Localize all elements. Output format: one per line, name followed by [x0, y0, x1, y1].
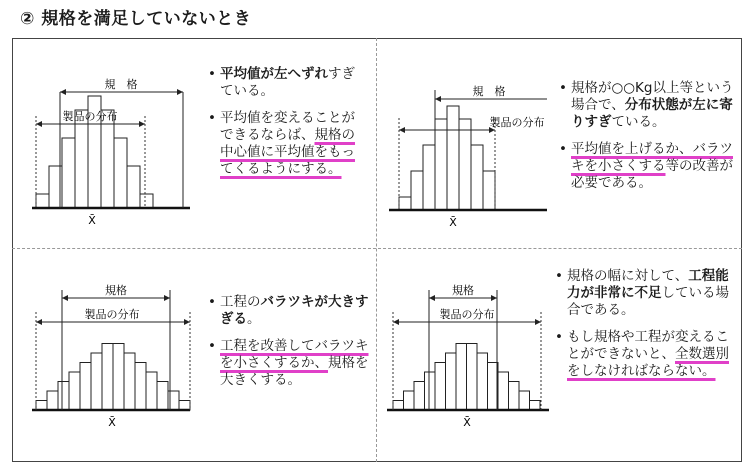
histogram-bar — [404, 391, 415, 410]
bullet-dot: • — [555, 268, 563, 284]
bullet-dot: • — [208, 110, 216, 126]
arrowhead — [36, 319, 42, 325]
histogram-bar — [124, 353, 135, 410]
histogram-bar — [435, 363, 446, 411]
bullet-point — [208, 110, 368, 178]
histogram-bar — [423, 145, 435, 210]
histogram-bar — [411, 171, 423, 210]
histogram-bar — [425, 372, 436, 410]
bullet-text: 規格の幅に対して、 — [567, 268, 689, 284]
histogram-bar — [157, 382, 168, 411]
mean-symbol: X̄ — [108, 416, 116, 429]
bullet-text: 規格を大きくする。 — [220, 355, 369, 388]
histogram-bar — [36, 401, 47, 411]
histogram-bar — [36, 194, 49, 208]
bullet-dot: • — [208, 338, 216, 354]
histogram-bar — [179, 401, 190, 411]
histogram-bar — [102, 344, 113, 411]
highlighted-text: 全数選別をしなければならない。 — [567, 346, 729, 379]
histogram-bar — [456, 344, 467, 411]
bullet-point — [208, 338, 372, 389]
histogram-bar — [414, 382, 425, 411]
bullet-text: すぎている。 — [220, 66, 355, 99]
bullet-text: 規格が○○Kg以上等という場合で、 — [571, 80, 734, 113]
panel-text — [208, 66, 368, 188]
bullet-dot: • — [208, 66, 216, 82]
histogram-chart — [377, 40, 557, 240]
bullet-point — [555, 268, 739, 319]
bold-text: バラツキが大きすぎる — [220, 294, 369, 327]
bullet-text: 。 — [247, 311, 261, 327]
bullet-text: 工程の — [220, 294, 261, 310]
bullet-text: 平均値を変えることができるならば、 — [220, 110, 355, 143]
histogram-bar — [459, 119, 471, 210]
histogram-bar — [80, 363, 91, 411]
histogram-bar — [146, 372, 157, 410]
panel-text — [555, 268, 739, 390]
mean-symbol: X̄ — [449, 216, 457, 229]
histogram-bar — [75, 110, 88, 208]
mean-symbol: X̄ — [463, 416, 471, 429]
bullet-text: している場合である。 — [567, 285, 729, 318]
histogram-bar — [488, 363, 499, 411]
histogram-chart — [20, 250, 200, 450]
bullet-text: ている。 — [611, 114, 666, 130]
panel-text — [559, 80, 737, 202]
mean-symbol: X̄ — [88, 214, 96, 227]
histogram-bar — [498, 372, 509, 410]
page-title: ② 規格を満足していないとき — [20, 9, 252, 29]
histogram-bar — [471, 145, 483, 210]
panel-wide-spread — [20, 250, 376, 462]
distribution-label: 製品の分布 — [439, 308, 495, 321]
bullet-point — [208, 66, 368, 100]
arrowhead — [491, 295, 497, 301]
histogram-bar — [47, 391, 58, 410]
arrowhead — [36, 121, 42, 127]
bullet-dot: • — [559, 80, 567, 96]
histogram-bar — [114, 138, 127, 208]
highlighted-text: 平均値を上げるか、バラツキを小さくする — [571, 141, 733, 174]
distribution-label: 製品の分布 — [62, 110, 118, 123]
histogram-bar — [447, 106, 459, 210]
histogram-bar — [140, 194, 153, 208]
histogram-bar — [483, 171, 495, 210]
bullet-text: もし規格や工程が変えることができないと、 — [567, 329, 729, 362]
bold-text: 平均値が左へずれ — [220, 66, 328, 82]
histogram-bar — [127, 166, 140, 208]
horizontal-divider — [12, 248, 742, 249]
histogram-bar — [101, 110, 114, 208]
distribution-label: 製品の分布 — [84, 308, 140, 321]
arrowhead — [535, 319, 541, 325]
arrowhead — [399, 127, 405, 133]
arrowhead — [429, 295, 435, 301]
panel-skew-left — [377, 40, 742, 246]
bullet-point — [559, 141, 737, 192]
arrowhead — [184, 319, 190, 325]
arrowhead — [62, 295, 68, 301]
arrowhead — [164, 295, 170, 301]
panel-text — [208, 294, 372, 399]
highlighted-text: 工程を改善してバラツキを小さくするか、 — [220, 338, 369, 371]
spec-label: 規 格 — [472, 85, 506, 98]
arrowhead — [177, 89, 183, 95]
histogram-bar — [509, 382, 520, 411]
histogram-chart — [377, 250, 557, 450]
bullet-point — [559, 80, 737, 131]
panel-left-shift — [20, 40, 376, 246]
histogram-bar — [58, 382, 69, 411]
histogram-bar — [69, 372, 80, 410]
bullet-text: 等の改善が必要である。 — [571, 158, 733, 191]
distribution-label: 製品の分布 — [489, 116, 545, 129]
bullet-point — [555, 329, 739, 380]
bold-text: 工程能力が非常に不足 — [567, 268, 729, 301]
histogram-bar — [399, 197, 411, 210]
histogram-bar — [393, 401, 404, 411]
spec-label: 規格 — [105, 284, 127, 297]
bullet-dot: • — [555, 329, 563, 345]
spec-label: 規 格 — [104, 78, 138, 91]
bullet-dot: • — [559, 141, 567, 157]
histogram-bar — [435, 119, 447, 210]
histogram-bar — [446, 353, 457, 410]
histogram-bar — [477, 353, 488, 410]
histogram-bar — [62, 138, 75, 208]
histogram-bar — [467, 344, 478, 411]
histogram-bar — [91, 353, 102, 410]
bold-text: 分布状態が左に寄りすぎ — [571, 97, 733, 130]
histogram-bar — [113, 344, 124, 411]
histogram-bar — [519, 391, 530, 410]
bullet-dot: • — [208, 294, 216, 310]
bullet-point — [208, 294, 372, 328]
histogram-bar — [135, 363, 146, 411]
histogram-chart — [20, 40, 200, 240]
panel-low-capability — [377, 250, 742, 462]
arrowhead — [60, 89, 66, 95]
highlighted-text: 規格の中心値に平均値をもってくるようにする。 — [220, 127, 355, 177]
histogram-bar — [530, 401, 541, 411]
arrowhead — [393, 319, 399, 325]
arrowhead — [435, 96, 441, 102]
spec-label: 規格 — [452, 284, 474, 297]
arrowhead — [139, 121, 145, 127]
